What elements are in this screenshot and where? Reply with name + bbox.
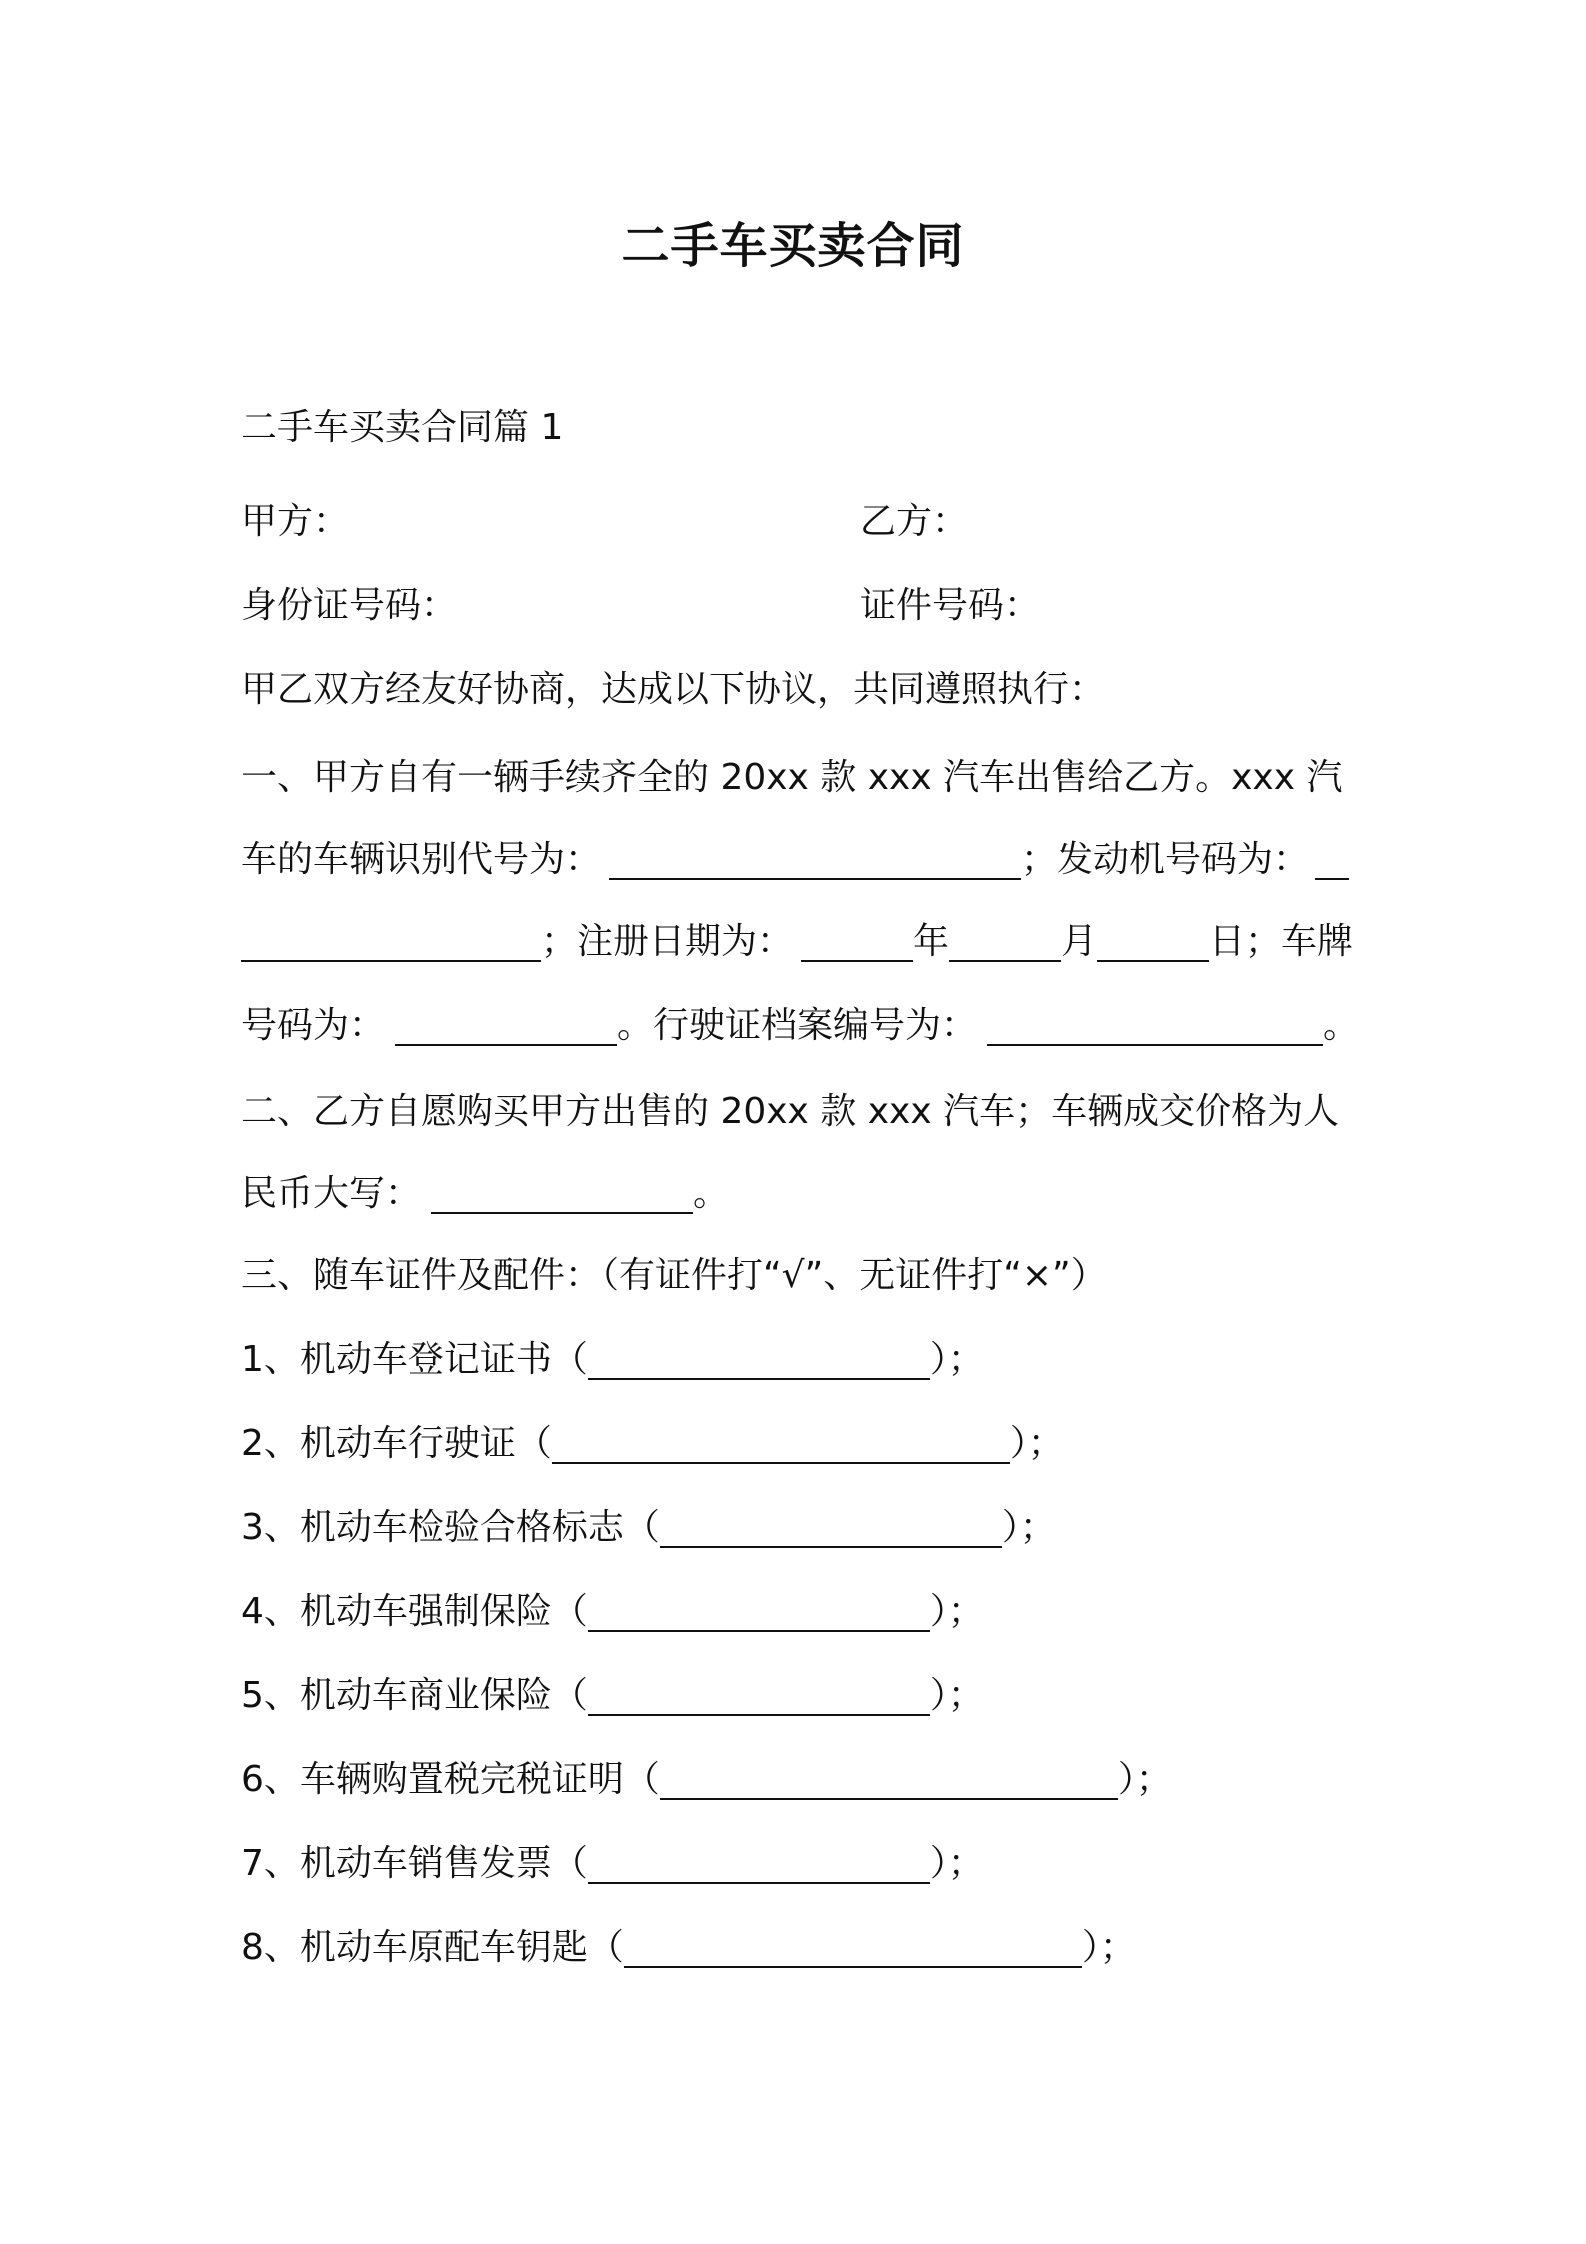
party-row	[241, 496, 1353, 548]
item-end: ）；	[1117, 1759, 1172, 1800]
clause1-line3	[241, 916, 1353, 968]
id-row	[241, 580, 1353, 632]
item-check-blank[interactable]	[588, 1674, 930, 1716]
vin-blank[interactable]	[609, 838, 1021, 880]
clause2-line2	[241, 1168, 729, 1220]
item-label: 2、机动车行驶证（	[241, 1423, 552, 1464]
list-item	[241, 1502, 1056, 1554]
list-item	[241, 1838, 984, 1890]
contract-subtitle: 二手车买卖合同篇 1	[241, 407, 564, 448]
clause1-line2	[241, 834, 1349, 886]
id-number-label: 身份证号码：	[241, 585, 458, 626]
engine-blank-end[interactable]	[241, 920, 541, 962]
clause2-end: 。	[693, 1173, 730, 1214]
year-label: 年	[913, 921, 950, 962]
clause1-text: 一、甲方自有一辆手续齐全的 20xx 款 xxx 汽车出售给乙方。xxx 汽	[241, 757, 1343, 798]
list-item	[241, 1586, 984, 1638]
item-end: ）；	[929, 1339, 984, 1380]
engine-label: ；发动机号码为：	[1021, 839, 1310, 880]
clause1-line1	[241, 752, 1353, 804]
plate-blank[interactable]	[395, 1004, 617, 1046]
item-end: ）；	[1001, 1507, 1056, 1548]
clause2-text: 二、乙方自愿购买甲方出售的 20xx 款 xxx 汽车；车辆成交价格为人	[241, 1091, 1340, 1132]
engine-blank-start[interactable]	[1315, 838, 1349, 880]
clause1-end: 。	[1323, 1005, 1360, 1046]
item-end: ）；	[929, 1675, 984, 1716]
item-check-blank[interactable]	[624, 1926, 1082, 1968]
clause3-heading: 三、随车证件及配件：（有证件打“√”、无证件打“×”）	[241, 1255, 1107, 1296]
price-blank[interactable]	[431, 1172, 693, 1214]
day-label: 日；车牌	[1209, 921, 1354, 962]
vin-label: 车的车辆识别代号为：	[241, 839, 602, 880]
reg-month-blank[interactable]	[949, 920, 1061, 962]
item-label: 6、车辆购置税完税证明（	[241, 1759, 660, 1800]
clause1-line4	[241, 1000, 1359, 1052]
license-file-label: 。行驶证档案编号为：	[617, 1005, 978, 1046]
plate-label: 号码为：	[241, 1005, 386, 1046]
reg-year-blank[interactable]	[801, 920, 913, 962]
item-end: ）；	[929, 1591, 984, 1632]
list-item	[241, 1418, 1064, 1470]
item-check-blank[interactable]	[660, 1758, 1118, 1800]
license-file-blank[interactable]	[987, 1004, 1323, 1046]
item-check-blank[interactable]	[588, 1590, 930, 1632]
page-title: 二手车买卖合同	[621, 218, 965, 274]
item-label: 8、机动车原配车钥匙（	[241, 1927, 624, 1968]
reg-date-label: ；注册日期为：	[541, 921, 794, 962]
cert-number-label: 证件号码：	[860, 585, 1041, 626]
reg-day-blank[interactable]	[1097, 920, 1209, 962]
item-label: 7、机动车销售发票（	[241, 1843, 588, 1884]
party-a-label: 甲方：	[241, 501, 350, 542]
item-end: ）；	[1009, 1423, 1064, 1464]
party-b-label: 乙方：	[860, 501, 969, 542]
item-label: 1、机动车登记证书（	[241, 1339, 588, 1380]
item-end: ）；	[929, 1843, 984, 1884]
list-item	[241, 1334, 984, 1386]
month-label: 月	[1061, 921, 1098, 962]
clause2-line1	[241, 1086, 1353, 1138]
list-item	[241, 1754, 1172, 1806]
item-check-blank[interactable]	[588, 1338, 930, 1380]
item-check-blank[interactable]	[660, 1506, 1002, 1548]
list-item	[241, 1922, 1136, 1974]
item-check-blank[interactable]	[552, 1422, 1010, 1464]
item-label: 5、机动车商业保险（	[241, 1675, 588, 1716]
item-label: 3、机动车检验合格标志（	[241, 1507, 660, 1548]
intro-text: 甲乙双方经友好协商，达成以下协议，共同遵照执行：	[241, 669, 1106, 710]
item-check-blank[interactable]	[588, 1842, 930, 1884]
list-item	[241, 1670, 984, 1722]
item-end: ）；	[1081, 1927, 1136, 1968]
item-label: 4、机动车强制保险（	[241, 1591, 588, 1632]
price-label: 民币大写：	[241, 1173, 422, 1214]
